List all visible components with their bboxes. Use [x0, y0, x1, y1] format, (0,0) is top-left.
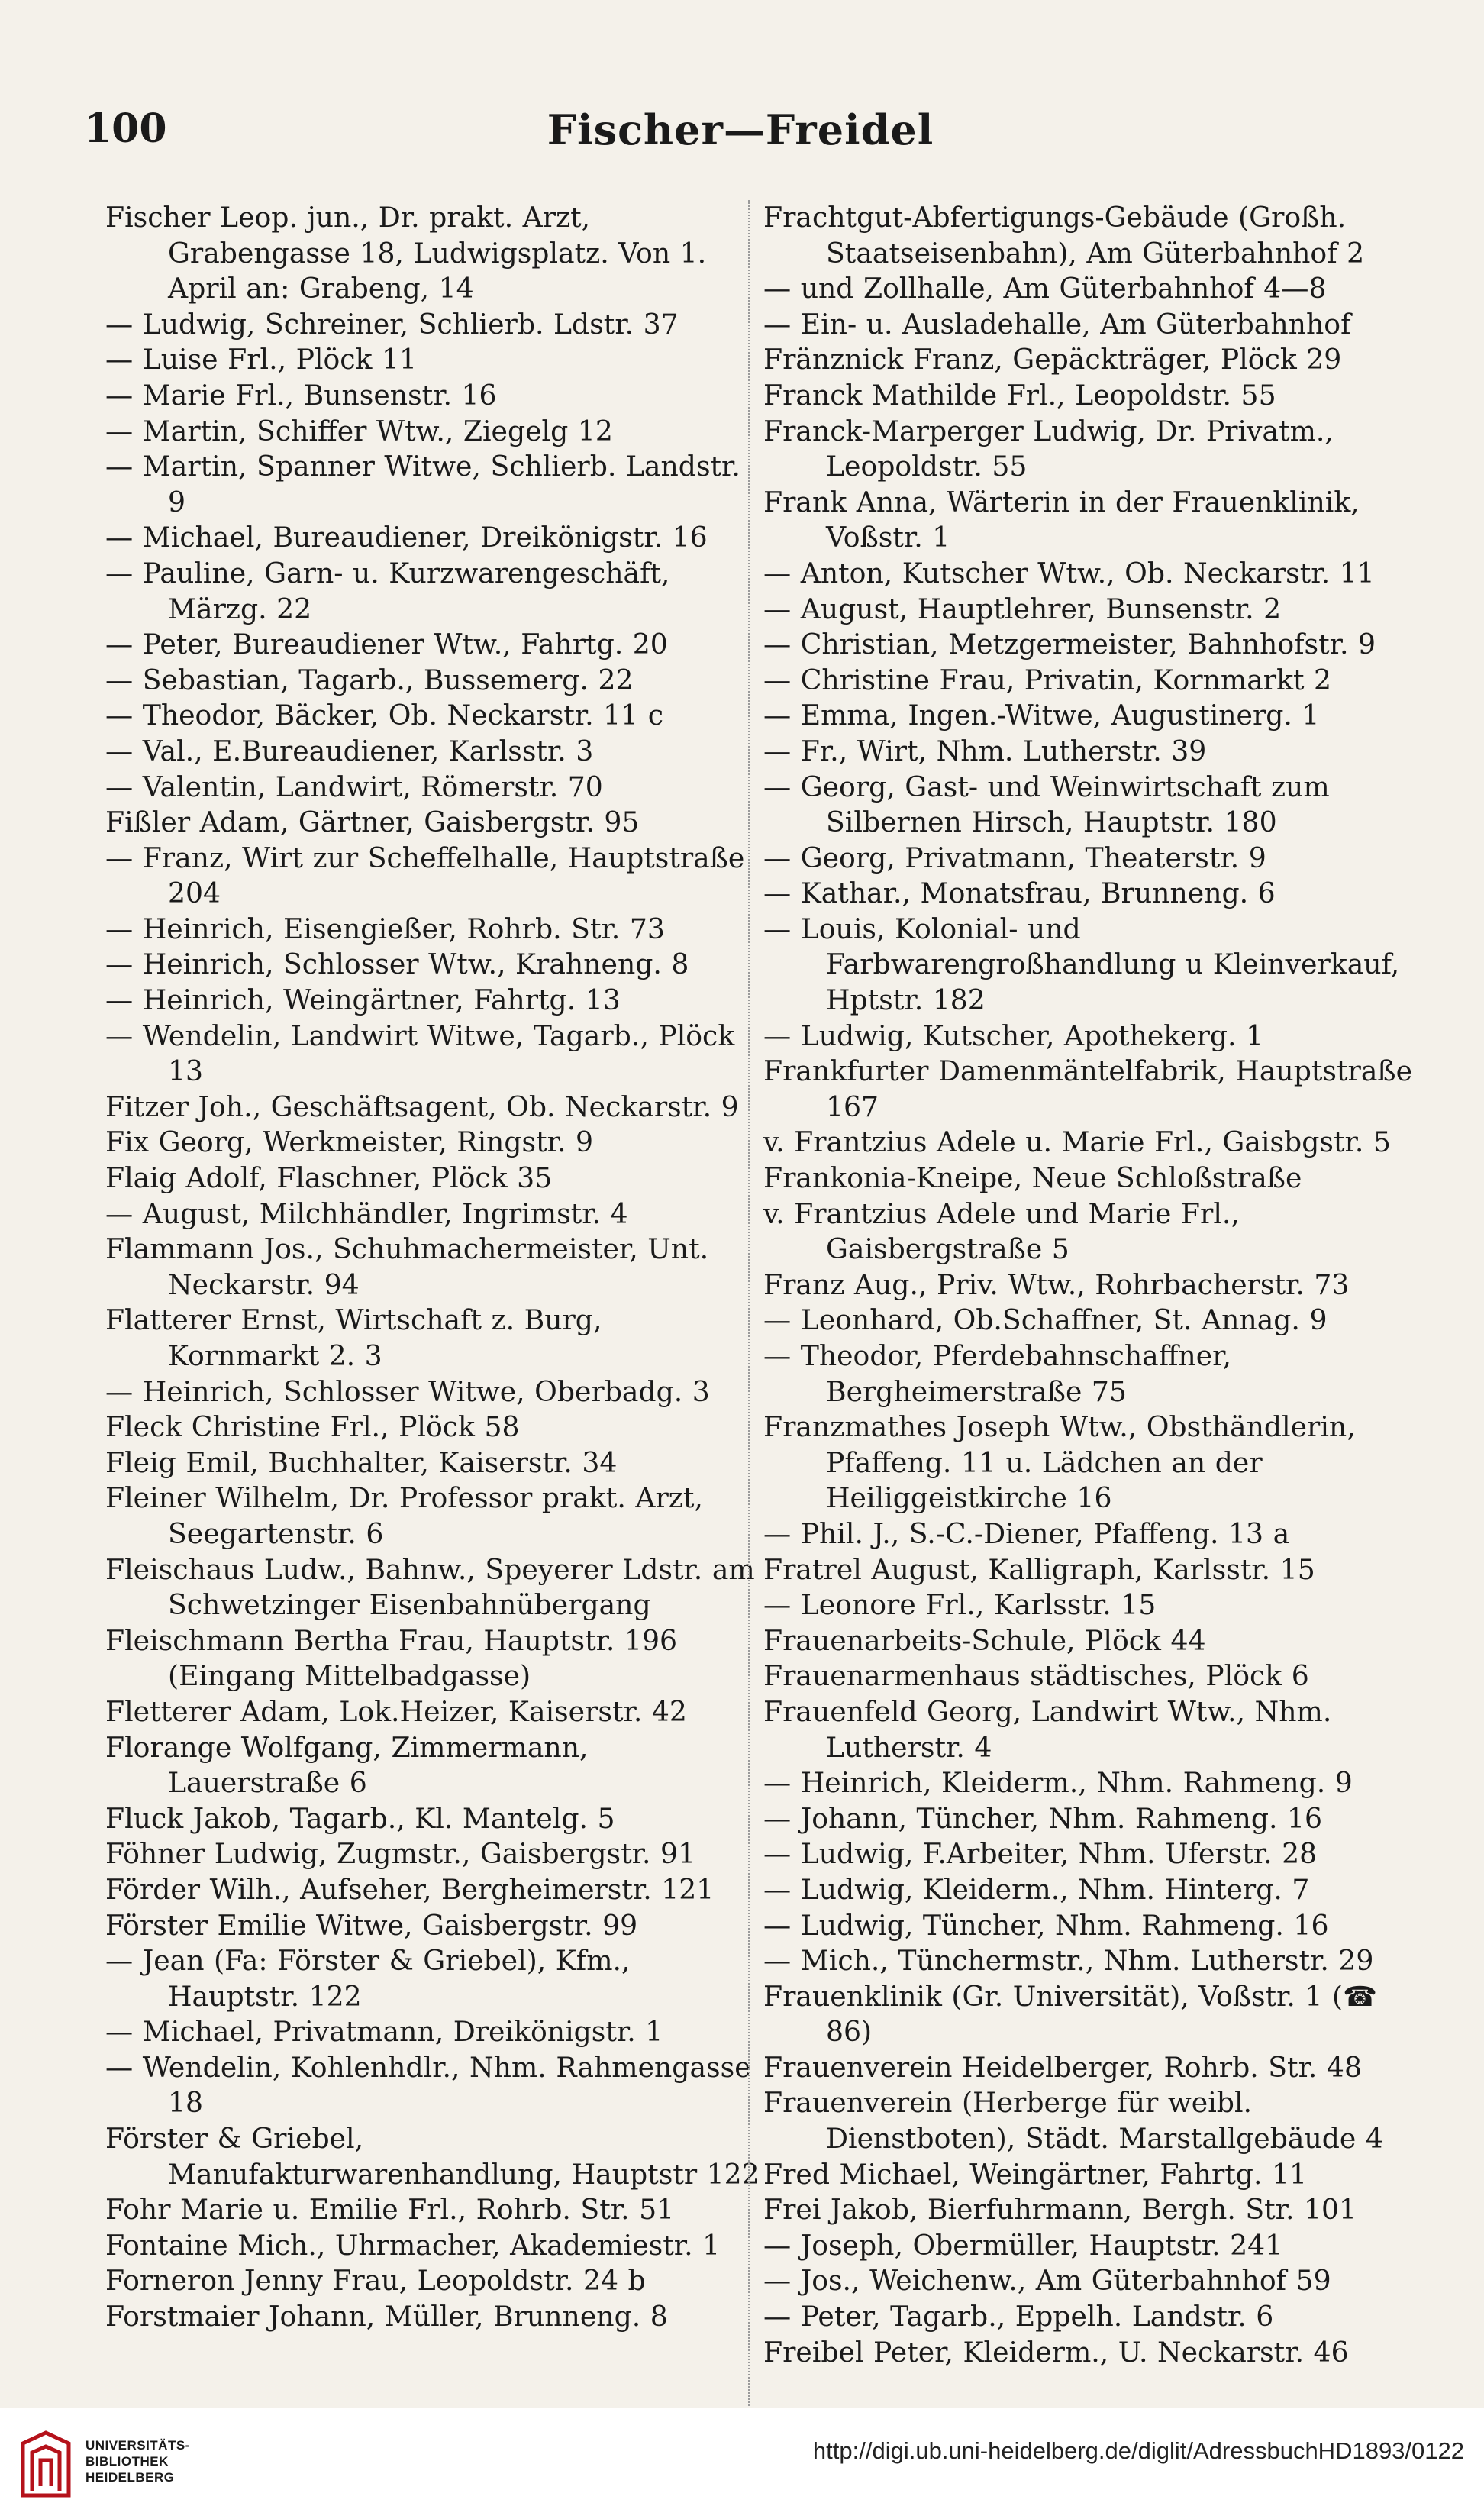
directory-entry: — Marie Frl., Bunsenstr. 16	[105, 378, 497, 412]
directory-entry: Flammann Jos., Schuhmachermeister, Unt. Neckarstr. 94	[105, 1232, 709, 1301]
directory-entry: — Fr., Wirt, Nhm. Lutherstr. 39	[763, 734, 1207, 767]
directory-entry: — Jos., Weichenw., Am Güterbahnhof 59	[763, 2264, 1331, 2298]
left-column	[105, 200, 762, 2335]
directory-entry: Fränznick Franz, Gepäckträger, Plöck 29	[763, 343, 1342, 376]
directory-entry: — Georg, Gast- und Weinwirtschaft zum Silbernen Hirsch, Hauptstr. 180	[763, 770, 1330, 839]
directory-entry: — Valentin, Landwirt, Römerstr. 70	[105, 770, 603, 803]
directory-entry: — Michael, Bureaudiener, Dreikönigstr. 16	[105, 521, 708, 554]
directory-entry: — Louis, Kolonial- und Farbwarengroßhandlung u Kleinverkauf, Hptstr. 182	[763, 912, 1400, 1017]
directory-entry: Frankfurter Damenmäntelfabrik, Hauptstraße 167	[763, 1054, 1412, 1123]
right-column	[763, 200, 1420, 2370]
column-divider	[748, 200, 750, 2445]
directory-entry: — Franz, Wirt zur Scheffelhalle, Hauptstraße 204	[105, 841, 745, 910]
directory-entry: — Val., E.Bureaudiener, Karlsstr. 3	[105, 734, 594, 767]
directory-entry: — Heinrich, Kleiderm., Nhm. Rahmeng. 9	[763, 1766, 1353, 1800]
directory-entry: Fleck Christine Frl., Plöck 58	[105, 1410, 520, 1444]
directory-entry: — Heinrich, Schlosser Witwe, Oberbadg. 3	[105, 1374, 710, 1408]
directory-entry: Fitzer Joh., Geschäftsagent, Ob. Neckarstr. 9	[105, 1090, 739, 1123]
directory-entry: v. Frantzius Adele und Marie Frl., Gaisbergstraße 5	[763, 1197, 1240, 1266]
directory-entry: Fred Michael, Weingärtner, Fahrtg. 11	[763, 2157, 1308, 2191]
directory-entry: Florange Wolfgang, Zimmermann, Lauerstraße 6	[105, 1730, 589, 1800]
directory-entry: — Wendelin, Kohlenhdlr., Nhm. Rahmengasse 18	[105, 2050, 751, 2120]
directory-entry: Franz Aug., Priv. Wtw., Rohrbacherstr. 73	[763, 1268, 1350, 1301]
library-logo-icon	[15, 2427, 76, 2503]
directory-entry: Fleiner Wilhelm, Dr. Professor prakt. Arzt, Seegartenstr. 6	[105, 1481, 703, 1550]
directory-entry: — Joseph, Obermüller, Hauptstr. 241	[763, 2228, 1283, 2262]
directory-entry: — Christian, Metzgermeister, Bahnhofstr. 9	[763, 628, 1376, 661]
directory-entry: — August, Hauptlehrer, Bunsenstr. 2	[763, 592, 1282, 625]
directory-entry: — Sebastian, Tagarb., Bussemerg. 22	[105, 663, 634, 696]
directory-entry: Fletterer Adam, Lok.Heizer, Kaiserstr. 42	[105, 1694, 687, 1728]
directory-entry: Frauenarbeits-Schule, Plöck 44	[763, 1623, 1206, 1657]
directory-entry: — Wendelin, Landwirt Witwe, Tagarb., Plöck 13	[105, 1019, 735, 1088]
directory-entry: — Ludwig, Schreiner, Schlierb. Ldstr. 37	[105, 307, 679, 341]
directory-entry: Fleischaus Ludw., Bahnw., Speyerer Ldstr. am Schwetzinger Eisenbahnübergang	[105, 1552, 755, 1622]
directory-entry: — und Zollhalle, Am Güterbahnhof 4—8	[763, 272, 1327, 305]
directory-entry: Freibel Peter, Kleiderm., U. Neckarstr. 46	[763, 2335, 1349, 2369]
directory-entry: Forstmaier Johann, Müller, Brunneng. 8	[105, 2300, 668, 2333]
directory-entry: — Theodor, Bäcker, Ob. Neckarstr. 11 c	[105, 699, 663, 732]
directory-entry: — Ludwig, Kutscher, Apothekerg. 1	[763, 1019, 1264, 1052]
directory-entry: — Martin, Spanner Witwe, Schlierb. Landstr. 9	[105, 450, 740, 518]
directory-entry: — Ludwig, Kleiderm., Nhm. Hinterg. 7	[763, 1872, 1310, 1906]
directory-entry: Frauenarmenhaus städtisches, Plöck 6	[763, 1659, 1309, 1693]
directory-entry: Franzmathes Joseph Wtw., Obsthändlerin, Pfaffeng. 11 u. Lädchen an der Heiliggeistkirche 16	[763, 1410, 1356, 1515]
directory-entry: — Christine Frau, Privatin, Kornmarkt 2	[763, 663, 1332, 696]
logo-line: UNIVERSITÄTS-	[85, 2438, 190, 2453]
page-header	[84, 105, 1397, 166]
directory-entry: Fleischmann Bertha Frau, Hauptstr. 196 (Eingang Mittelbadgasse)	[105, 1623, 678, 1693]
directory-entry: — Theodor, Pferdebahnschaffner, Bergheimerstraße 75	[763, 1339, 1231, 1408]
directory-entry: Flatterer Ernst, Wirtschaft z. Burg, Kornmarkt 2. 3	[105, 1303, 602, 1372]
directory-entry: — Mich., Tünchermstr., Nhm. Lutherstr. 29	[763, 1944, 1374, 1978]
directory-entry: Frauenklinik (Gr. Universität), Voßstr. 1 (☎ 86)	[763, 1979, 1378, 2049]
directory-entry: — Leonore Frl., Karlsstr. 15	[763, 1588, 1157, 1622]
logo-line: HEIDELBERG	[85, 2470, 175, 2485]
library-logo-text	[85, 2437, 190, 2485]
directory-entry: v. Frantzius Adele u. Marie Frl., Gaisbgstr. 5	[763, 1125, 1391, 1159]
directory-entry: Frauenverein Heidelberger, Rohrb. Str. 48	[763, 2050, 1362, 2084]
directory-entry: — Pauline, Garn- u. Kurzwarengeschäft, Märzg. 22	[105, 556, 670, 625]
library-logo[interactable]	[15, 2427, 198, 2503]
directory-entry: Förster Emilie Witwe, Gaisbergstr. 99	[105, 1908, 638, 1942]
directory-entry: Fischer Leop. jun., Dr. prakt. Arzt, Grabengasse 18, Ludwigsplatz. Von 1. April an: Grabeng, 14	[105, 201, 707, 305]
directory-entry: — Anton, Kutscher Wtw., Ob. Neckarstr. 11	[763, 556, 1375, 589]
directory-entry: Frankonia-Kneipe, Neue Schloßstraße	[763, 1161, 1302, 1195]
directory-entry: Fißler Adam, Gärtner, Gaisbergstr. 95	[105, 806, 640, 839]
directory-entry: Forneron Jenny Frau, Leopoldstr. 24 b	[105, 2264, 646, 2298]
directory-entry: Fohr Marie u. Emilie Frl., Rohrb. Str. 51	[105, 2193, 675, 2227]
directory-entry: — Luise Frl., Plöck 11	[105, 343, 418, 376]
directory-entry: — Ludwig, F.Arbeiter, Nhm. Uferstr. 28	[763, 1837, 1318, 1871]
source-url-link[interactable]: http://digi.ub.uni-heidelberg.de/diglit/AdressbuchHD1893/0122	[812, 2437, 1464, 2464]
directory-entry: Fratrel August, Kalligraph, Karlsstr. 15	[763, 1552, 1315, 1586]
directory-entry: — Peter, Bureaudiener Wtw., Fahrtg. 20	[105, 628, 668, 661]
directory-entry: Frank Anna, Wärterin in der Frauenklinik, Voßstr. 1	[763, 485, 1360, 554]
directory-entry: — Jean (Fa: Förster & Griebel), Kfm., Hauptstr. 122	[105, 1944, 631, 2013]
directory-entry: — Ein- u. Ausladehalle, Am Güterbahnhof	[763, 307, 1351, 341]
directory-entry: Franck-Marperger Ludwig, Dr. Privatm., Leopoldstr. 55	[763, 414, 1334, 483]
directory-entry: — Martin, Schiffer Wtw., Ziegelg 12	[105, 414, 613, 447]
directory-entry: — Phil. J., S.-C.-Diener, Pfaffeng. 13 a	[763, 1516, 1290, 1550]
directory-entry: Frauenverein (Herberge für weibl. Dienstboten), Städt. Marstallgebäude 4	[763, 2086, 1383, 2156]
directory-entry: Fix Georg, Werkmeister, Ringstr. 9	[105, 1125, 593, 1159]
directory-entry: — Michael, Privatmann, Dreikönigstr. 1	[105, 2015, 663, 2049]
directory-entry: Fleig Emil, Buchhalter, Kaiserstr. 34	[105, 1445, 618, 1479]
directory-entry: — Heinrich, Weingärtner, Fahrtg. 13	[105, 983, 621, 1017]
directory-entry: — Johann, Tüncher, Nhm. Rahmeng. 16	[763, 1801, 1323, 1835]
directory-entry: Franck Mathilde Frl., Leopoldstr. 55	[763, 378, 1276, 412]
directory-entry: — Peter, Tagarb., Eppelh. Landstr. 6	[763, 2300, 1274, 2333]
directory-entry: — Georg, Privatmann, Theaterstr. 9	[763, 841, 1266, 874]
running-head: Fischer—Freidel	[547, 105, 934, 154]
directory-entry: Fluck Jakob, Tagarb., Kl. Mantelg. 5	[105, 1801, 615, 1835]
directory-entry: — Heinrich, Eisengießer, Rohrb. Str. 73	[105, 912, 665, 945]
directory-entry: — Ludwig, Tüncher, Nhm. Rahmeng. 16	[763, 1908, 1329, 1942]
directory-entry: — Kathar., Monatsfrau, Brunneng. 6	[763, 877, 1276, 910]
directory-entry: Förster & Griebel, Manufakturwarenhandlung, Hauptstr 122	[105, 2122, 760, 2191]
directory-entry: Fontaine Mich., Uhrmacher, Akademiestr. 1	[105, 2228, 721, 2262]
directory-entry: Frachtgut-Abfertigungs-Gebäude (Großh. Staatseisenbahn), Am Güterbahnhof 2	[763, 201, 1365, 270]
directory-entry: Föhner Ludwig, Zugmstr., Gaisbergstr. 91	[105, 1837, 695, 1871]
directory-entry: Förder Wilh., Aufseher, Bergheimerstr. 121	[105, 1872, 715, 1906]
directory-entry: Flaig Adolf, Flaschner, Plöck 35	[105, 1161, 553, 1195]
page-number: 100	[84, 105, 167, 152]
directory-entry: — Heinrich, Schlosser Wtw., Krahneng. 8	[105, 948, 689, 981]
directory-entry: Frei Jakob, Bierfuhrmann, Bergh. Str. 101	[763, 2193, 1357, 2227]
directory-entry: — Emma, Ingen.-Witwe, Augustinerg. 1	[763, 699, 1320, 732]
logo-line: BIBLIOTHEK	[85, 2454, 169, 2469]
directory-entry: — Leonhard, Ob.Schaffner, St. Annag. 9	[763, 1303, 1328, 1337]
directory-entry: Frauenfeld Georg, Landwirt Wtw., Nhm. Lutherstr. 4	[763, 1694, 1332, 1764]
footer-bar	[0, 2408, 1484, 2519]
directory-entry: — August, Milchhändler, Ingrimstr. 4	[105, 1197, 628, 1230]
